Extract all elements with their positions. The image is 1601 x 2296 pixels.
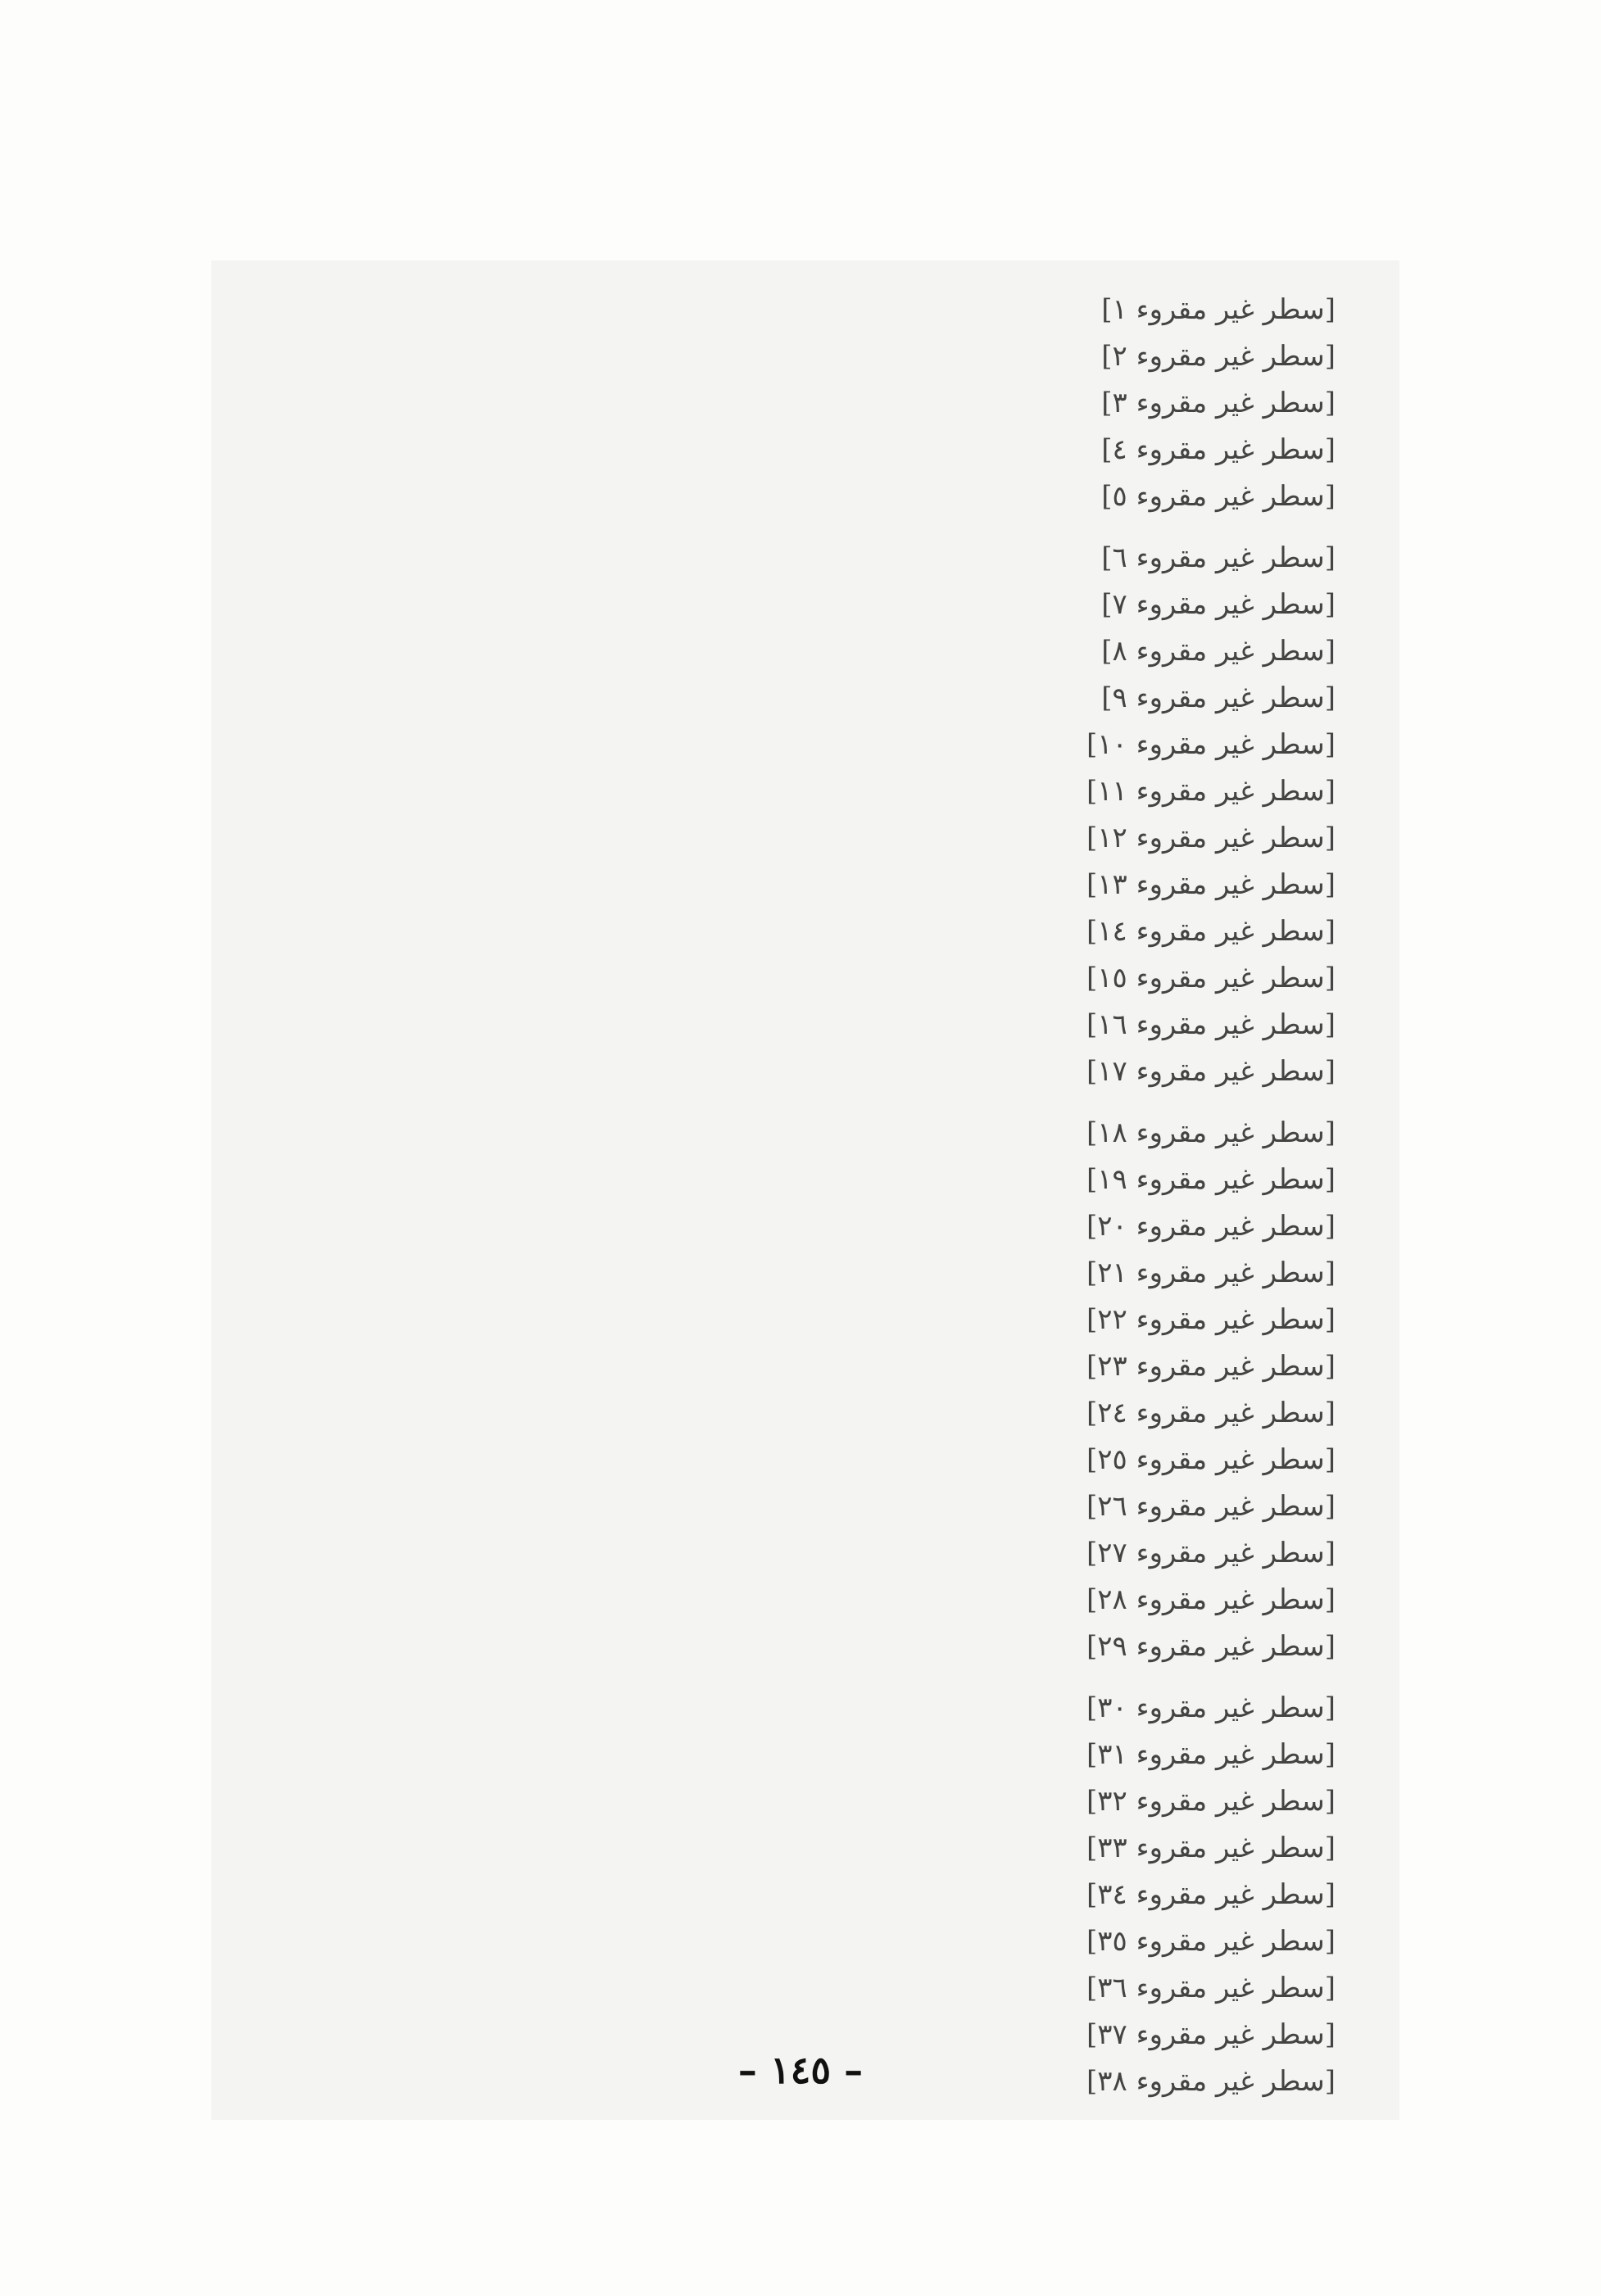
text-block — [270, 287, 1336, 2105]
text-line: [سطر غير مقروء ٢٠] — [1086, 1210, 1336, 1243]
text-line: [سطر غير مقروء ٢٥] — [1086, 1443, 1336, 1476]
text-line: [سطر غير مقروء ١٨] — [1086, 1116, 1336, 1149]
paragraph-4 — [270, 1685, 1336, 2105]
text-line: [سطر غير مقروء ١٢] — [1086, 822, 1336, 854]
text-line: [سطر غير مقروء ٢١] — [1086, 1257, 1336, 1289]
text-line: [سطر غير مقروء ٢٤] — [1086, 1397, 1336, 1429]
page-number: – ١٤٥ – — [737, 2048, 864, 2092]
text-line: [سطر غير مقروء ١٠] — [1086, 728, 1336, 761]
text-line: [سطر غير مقروء ١] — [1101, 293, 1336, 326]
text-line: [سطر غير مقروء ٢٦] — [1086, 1490, 1336, 1523]
text-line: [سطر غير مقروء ٣٨] — [1086, 2065, 1336, 2098]
text-line: [سطر غير مقروء ٣٥] — [1086, 1925, 1336, 1958]
text-line: [سطر غير مقروء ٤] — [1101, 433, 1336, 466]
text-line: [سطر غير مقروء ٣١] — [1086, 1738, 1336, 1771]
text-line: [سطر غير مقروء ١١] — [1086, 775, 1336, 808]
text-line: [سطر غير مقروء ١٥] — [1086, 962, 1336, 994]
text-line: [سطر غير مقروء ١٩] — [1086, 1163, 1336, 1196]
text-line: [سطر غير مقروء ٢٣] — [1086, 1350, 1336, 1383]
text-line: [سطر غير مقروء ٣٢] — [1086, 1785, 1336, 1818]
paragraph-3 — [270, 1110, 1336, 1670]
text-line: [سطر غير مقروء ١٧] — [1086, 1055, 1336, 1088]
text-line: [سطر غير مقروء ٦] — [1101, 541, 1336, 574]
text-line: [سطر غير مقروء ٣] — [1101, 387, 1336, 419]
text-line: [سطر غير مقروء ٢٢] — [1086, 1303, 1336, 1336]
text-line: [سطر غير مقروء ٣٧] — [1086, 2018, 1336, 2051]
paragraph-2 — [270, 535, 1336, 1095]
text-line: [سطر غير مقروء ٨] — [1101, 635, 1336, 668]
text-line: [سطر غير مقروء ٣٦] — [1086, 1972, 1336, 2004]
text-line: [سطر غير مقروء ١٦] — [1086, 1008, 1336, 1041]
text-line: [سطر غير مقروء ١٤] — [1086, 915, 1336, 948]
text-line: [سطر غير مقروء ٧] — [1101, 588, 1336, 621]
text-line: [سطر غير مقروء ٥] — [1101, 480, 1336, 513]
text-line: [سطر غير مقروء ٢٧] — [1086, 1537, 1336, 1569]
text-line: [سطر غير مقروء ٣٣] — [1086, 1832, 1336, 1864]
text-line: [سطر غير مقروء ١٣] — [1086, 868, 1336, 901]
text-line: [سطر غير مقروء ٣٠] — [1086, 1691, 1336, 1724]
text-line: [سطر غير مقروء ٢٨] — [1086, 1583, 1336, 1616]
paragraph-1 — [270, 287, 1336, 520]
text-line: [سطر غير مقروء ٢] — [1101, 340, 1336, 373]
text-line: [سطر غير مقروء ٣٤] — [1086, 1878, 1336, 1911]
text-line: [سطر غير مقروء ٢٩] — [1086, 1630, 1336, 1663]
text-line: [سطر غير مقروء ٩] — [1101, 682, 1336, 714]
